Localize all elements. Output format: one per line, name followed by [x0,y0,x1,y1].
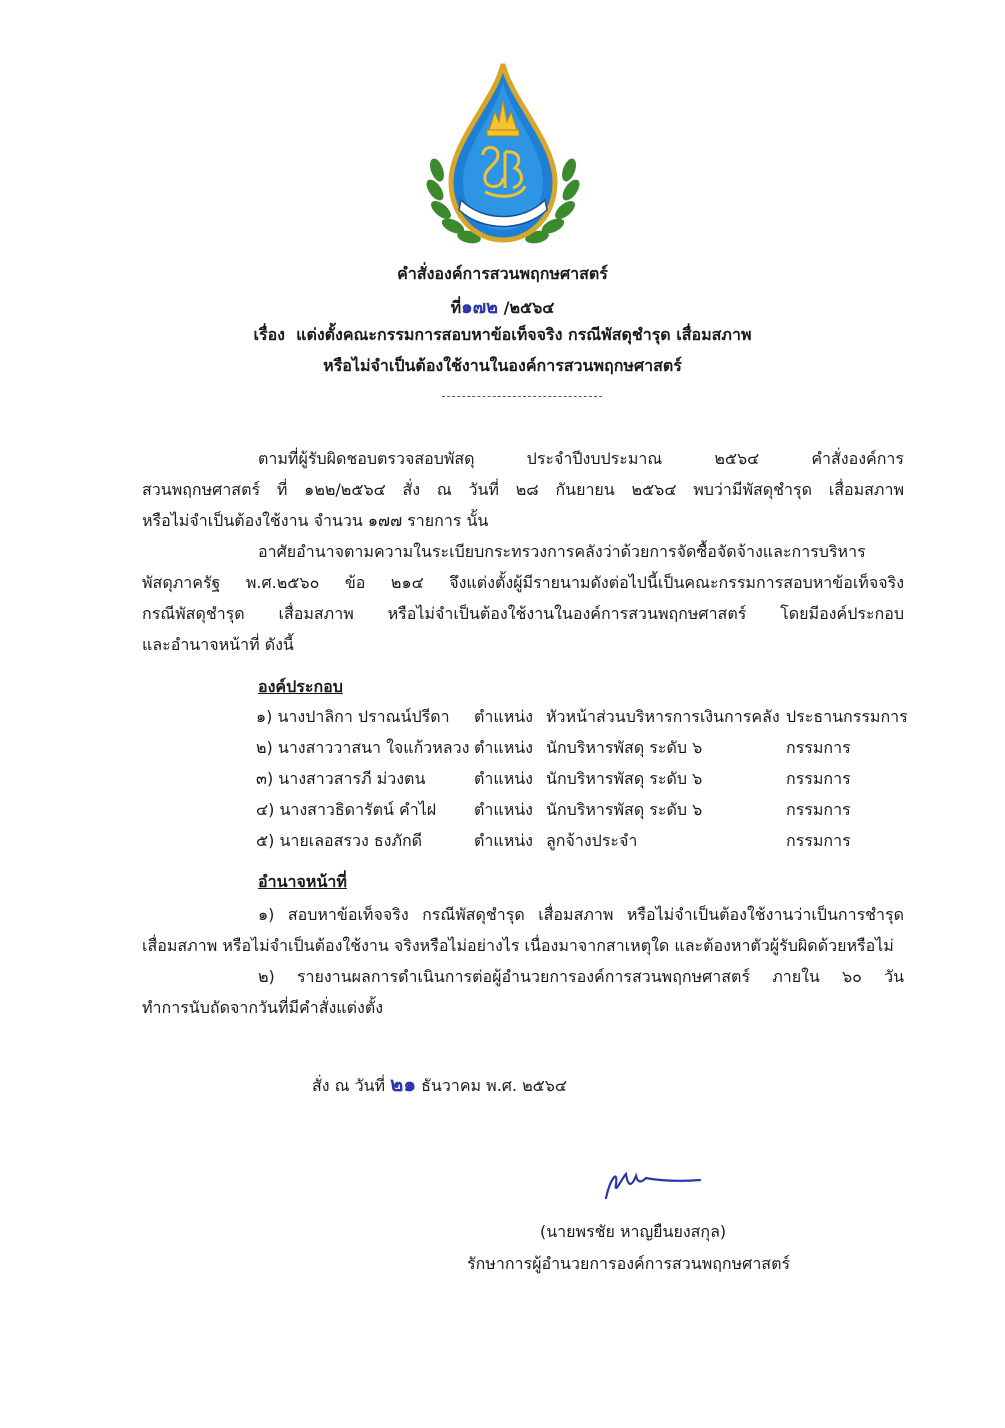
member-role: ประธานกรรมการ [786,707,908,726]
subject-line-1 [0,323,1005,348]
member-role: กรรมการ [786,831,851,850]
paragraph-2 [142,536,904,660]
member-position: หัวหน้าส่วนบริหารการเงินการคลัง [546,707,780,726]
member-name: ๕) นายเลอสรวง ธงภักดี [256,831,423,850]
p2-line: พัสดุภาครัฐ พ.ศ.๒๕๖๐ ข้อ ๒๑๔ จึงแต่งตั้งผู้มีรายนามดังต่อไปนี้เป็นคณะกรรมการสอบหาข้อเท็จจริง [142,573,904,592]
p2-line: และอำนาจหน้าที่ ดังนี้ [142,635,294,654]
header-divider [442,396,602,397]
member-row [256,798,956,828]
handwritten-signature-icon [596,1160,706,1210]
ordered-date [312,1068,567,1100]
member-row [256,829,956,859]
member-title-label: ตำแหน่ง [474,800,533,819]
duty-line: ๑) สอบหาข้อเท็จจริง กรณีพัสดุชำรุด เสื่อมสภาพ หรือไม่จำเป็นต้องใช้งานว่าเป็นการชำรุด [258,905,904,924]
member-name: ๔) นางสาวธิดารัตน์ คำไฝ [256,800,437,819]
p1-line: หรือไม่จำเป็นต้องใช้งาน จำนวน ๑๗๗ รายการ นั้น [142,511,489,530]
member-role: กรรมการ [786,738,851,757]
p2-line: อาศัยอำนาจตามความในระเบียบกระทรวงการคลังว่าด้วยการจัดซื้อจัดจ้างและการบริหาร [258,542,866,561]
duty-line: ๒) รายงานผลการดำเนินการต่อผู้อำนวยการองค์การสวนพฤกษศาสตร์ ภายใน ๖๐ วัน [258,967,904,986]
member-position: นักบริหารพัสดุ ระดับ ๖ [546,769,703,788]
member-row [256,705,956,735]
member-title-label: ตำแหน่ง [474,738,533,757]
signature-mark [596,1160,706,1214]
duty-line: เสื่อมสภาพ หรือไม่จำเป็นต้องใช้งาน จริงหรือไม่อย่างไร เนื่องมาจากสาเหตุใด และต้องหาตัวผู้รับผิดด้วยหรือไม่ [142,936,894,955]
order-number [0,292,1005,321]
p1-line: ตามที่ผู้รับผิดชอบตรวจสอบพัสดุ ประจำปีงบประมาณ ๒๕๖๔ คำสั่งองค์การ [258,449,904,468]
member-name: ๑) นางปาลิกา ปราณน์ปรีดา [256,707,450,726]
duty-2 [142,961,904,1023]
number-handwritten: ๑๗๒ [461,297,499,318]
member-role: กรรมการ [786,769,851,788]
org-logo [423,60,583,250]
member-row [256,767,956,797]
paragraph-1 [142,443,904,536]
order-heading: คำสั่งองค์การสวนพฤกษศาสตร์ [397,264,608,283]
number-prefix: ที่ [450,298,462,317]
duties-heading: อำนาจหน้าที่ [258,872,347,891]
member-title-label: ตำแหน่ง [474,831,533,850]
ordered-prefix: สั่ง ณ วันที่ [312,1076,386,1095]
member-row [256,736,956,766]
duty-line: ทำการนับถัดจากวันที่มีคำสั่งแต่งตั้ง [142,998,384,1017]
p2-line: กรณีพัสดุชำรุด เสื่อมสภาพ หรือไม่จำเป็นต้องใช้งานในองค์การสวนพฤกษศาสตร์ โดยมีองค์ประกอบ [142,604,904,623]
p1-line: สวนพฤกษศาสตร์ ที่ ๑๒๒/๒๕๖๔ สั่ง ณ วันที่ ๒๘ กันยายน ๒๕๖๔ พบว่ามีพัสดุชำรุด เสื่อมสภาพ [142,480,905,499]
ordered-day-handwritten: ๒๑ [390,1072,417,1096]
duty-1 [142,899,904,961]
member-title-label: ตำแหน่ง [474,769,533,788]
member-name: ๓) นางสาวสารภี ม่วงตน [256,769,426,788]
member-title-label: ตำแหน่ง [474,707,533,726]
member-position: ลูกจ้างประจำ [546,831,638,850]
botanical-garden-logo-icon [423,60,583,250]
subject-line-2: หรือไม่จำเป็นต้องใช้งานในองค์การสวนพฤกษศาสตร์ [323,356,682,375]
member-name: ๒) นางสาววาสนา ใจแก้วหลวง [256,738,470,757]
member-position: นักบริหารพัสดุ ระดับ ๖ [546,800,703,819]
composition-heading: องค์ประกอบ [258,677,343,696]
subject-text-1: แต่งตั้งคณะกรรมการสอบหาข้อเท็จจริง กรณีพัสดุชำรุด เสื่อมสภาพ [296,325,752,344]
signatory-title: รักษาการผู้อำนวยการองค์การสวนพฤกษศาสตร์ [467,1254,791,1273]
number-suffix: /๒๕๖๔ [503,298,555,317]
subject-label: เรื่อง [253,325,285,344]
member-position: นักบริหารพัสดุ ระดับ ๖ [546,738,703,757]
member-role: กรรมการ [786,800,851,819]
ordered-rest: ธันวาคม พ.ศ. ๒๕๖๔ [421,1076,568,1095]
signatory-name: (นายพรชัย หาญยืนยงสกุล) [540,1222,727,1241]
